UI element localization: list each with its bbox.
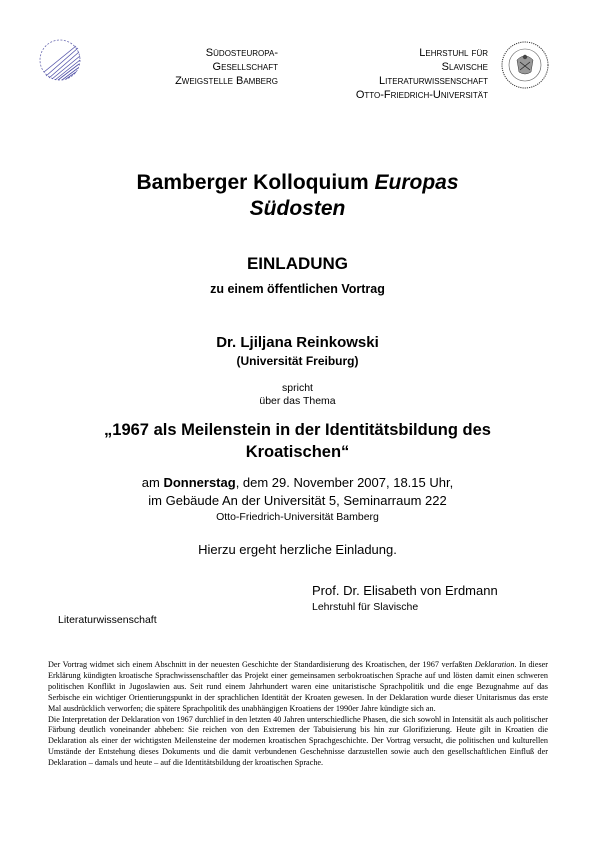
right-org-line-2: Slavische [441,61,488,73]
speaker-affiliation: (Universität Freiburg) [236,354,359,368]
title-italic-1: Europas [374,171,459,194]
event-details [0,474,595,510]
event-location: im Gebäude An der Universität 5, Seminarraum 222 [148,493,447,508]
closing-line: Hierzu ergeht herzliche Einladung. [198,542,397,557]
right-org-line-1: Lehrstuhl für [419,47,488,59]
topic-line-1: „1967 als Meilenstein in der Identitätsbildung des [104,421,491,439]
abstract-paragraph-2: Die Interpretation der Deklaration von 1967 durchlief in den letzten 40 Jahren unterschiedliche Phasen, die sich sowohl in Intensität als auch politischer Färbung deutlich voneinander abheben: Sie reichen von den Extremen der Tabuisierung bis hin zur Glorifizierung. Heute gilt in Kroatien die Deklaration als einer der wichtigsten Meilensteine der modernen kroatischen Sprachgeschichte. Der Vortrag versucht, die politischen und kulturellen Umstände der Entstehung dieses Dokuments und die damit verbundenen Geschehnisse darzustellen sowie auch den gesellschaftlichen Einfluß der Deklaration – damals und heute – auf die Identitätsbildung der kroatischen Sprache. [48,714,548,768]
globe-lines-logo-icon [38,38,82,82]
left-org-line-2: Gesellschaft [212,61,278,73]
abstract-text [48,660,548,769]
colloquium-title [0,170,595,222]
left-org-line-1: Südosteuropa- [205,47,278,59]
signature-name: Prof. Dr. Elisabeth von Erdmann [312,583,498,598]
title-italic-2: Südosten [249,197,346,220]
event-prefix: am [141,475,164,490]
invitation-heading: EINLADUNG [246,254,349,273]
abstract-p1-start: Der Vortrag widmet sich einem Abschnitt in der neuesten Geschichte der Standardisierung des Kroatischen, der 1967 verfaßten [48,660,475,669]
title-regular: Bamberger Kolloquium [136,171,375,194]
speaks-text [0,382,595,408]
left-organisation [138,46,278,88]
topic-line-2: Kroatischen“ [245,443,350,461]
signature-field: Literaturwissenschaft [58,614,157,626]
abstract-paragraph-1 [48,660,548,715]
event-day: Donnerstag [163,475,236,490]
event-institution: Otto-Friedrich-Universität Bamberg [216,511,379,523]
right-org-line-4: Otto-Friedrich-Universität [355,89,488,101]
right-org-line-3: Literaturwissenschaft [379,75,488,87]
speaks-line-1: spricht [282,382,313,394]
right-organisation [300,46,488,102]
speaks-line-2: über das Thema [259,395,336,407]
abstract-p1-end: . In dieser Erklärung kündigten kroatische Sprachwissenschaftler das Projekt einer gemeinsamen serbokroatischen Sprache auf und lösten damit einen schweren politischen Konflikt in Jugoslawien aus. Seit rund einem Jahrhundert waren eine unitaristische Sprachpolitik und die enge Bezugnahme auf das Serbische ein wichtiger Orientierungspunkt in der sprachlichen Identität der Kroaten gewesen. In der Deklaration wurde dieser Unitarismus das erste Mal ausdrücklich verworfen; die spätere Sprachpolitik des unabhängigen Kroatiens der 1990er Jahre kündigte sich an. [48,660,549,713]
speaker-name: Dr. Ljiljana Reinkowski [216,334,379,351]
abstract-p1-italic: Deklaration [474,660,515,669]
left-org-line-3: Zweigstelle Bamberg [175,75,278,87]
event-datetime: , dem 29. November 2007, 18.15 Uhr, [235,475,454,490]
signature-chair: Lehrstuhl für Slavische [312,601,419,613]
invitation-subheading: zu einem öffentlichen Vortrag [210,282,385,296]
talk-topic [0,419,595,463]
university-seal-icon [500,40,550,90]
